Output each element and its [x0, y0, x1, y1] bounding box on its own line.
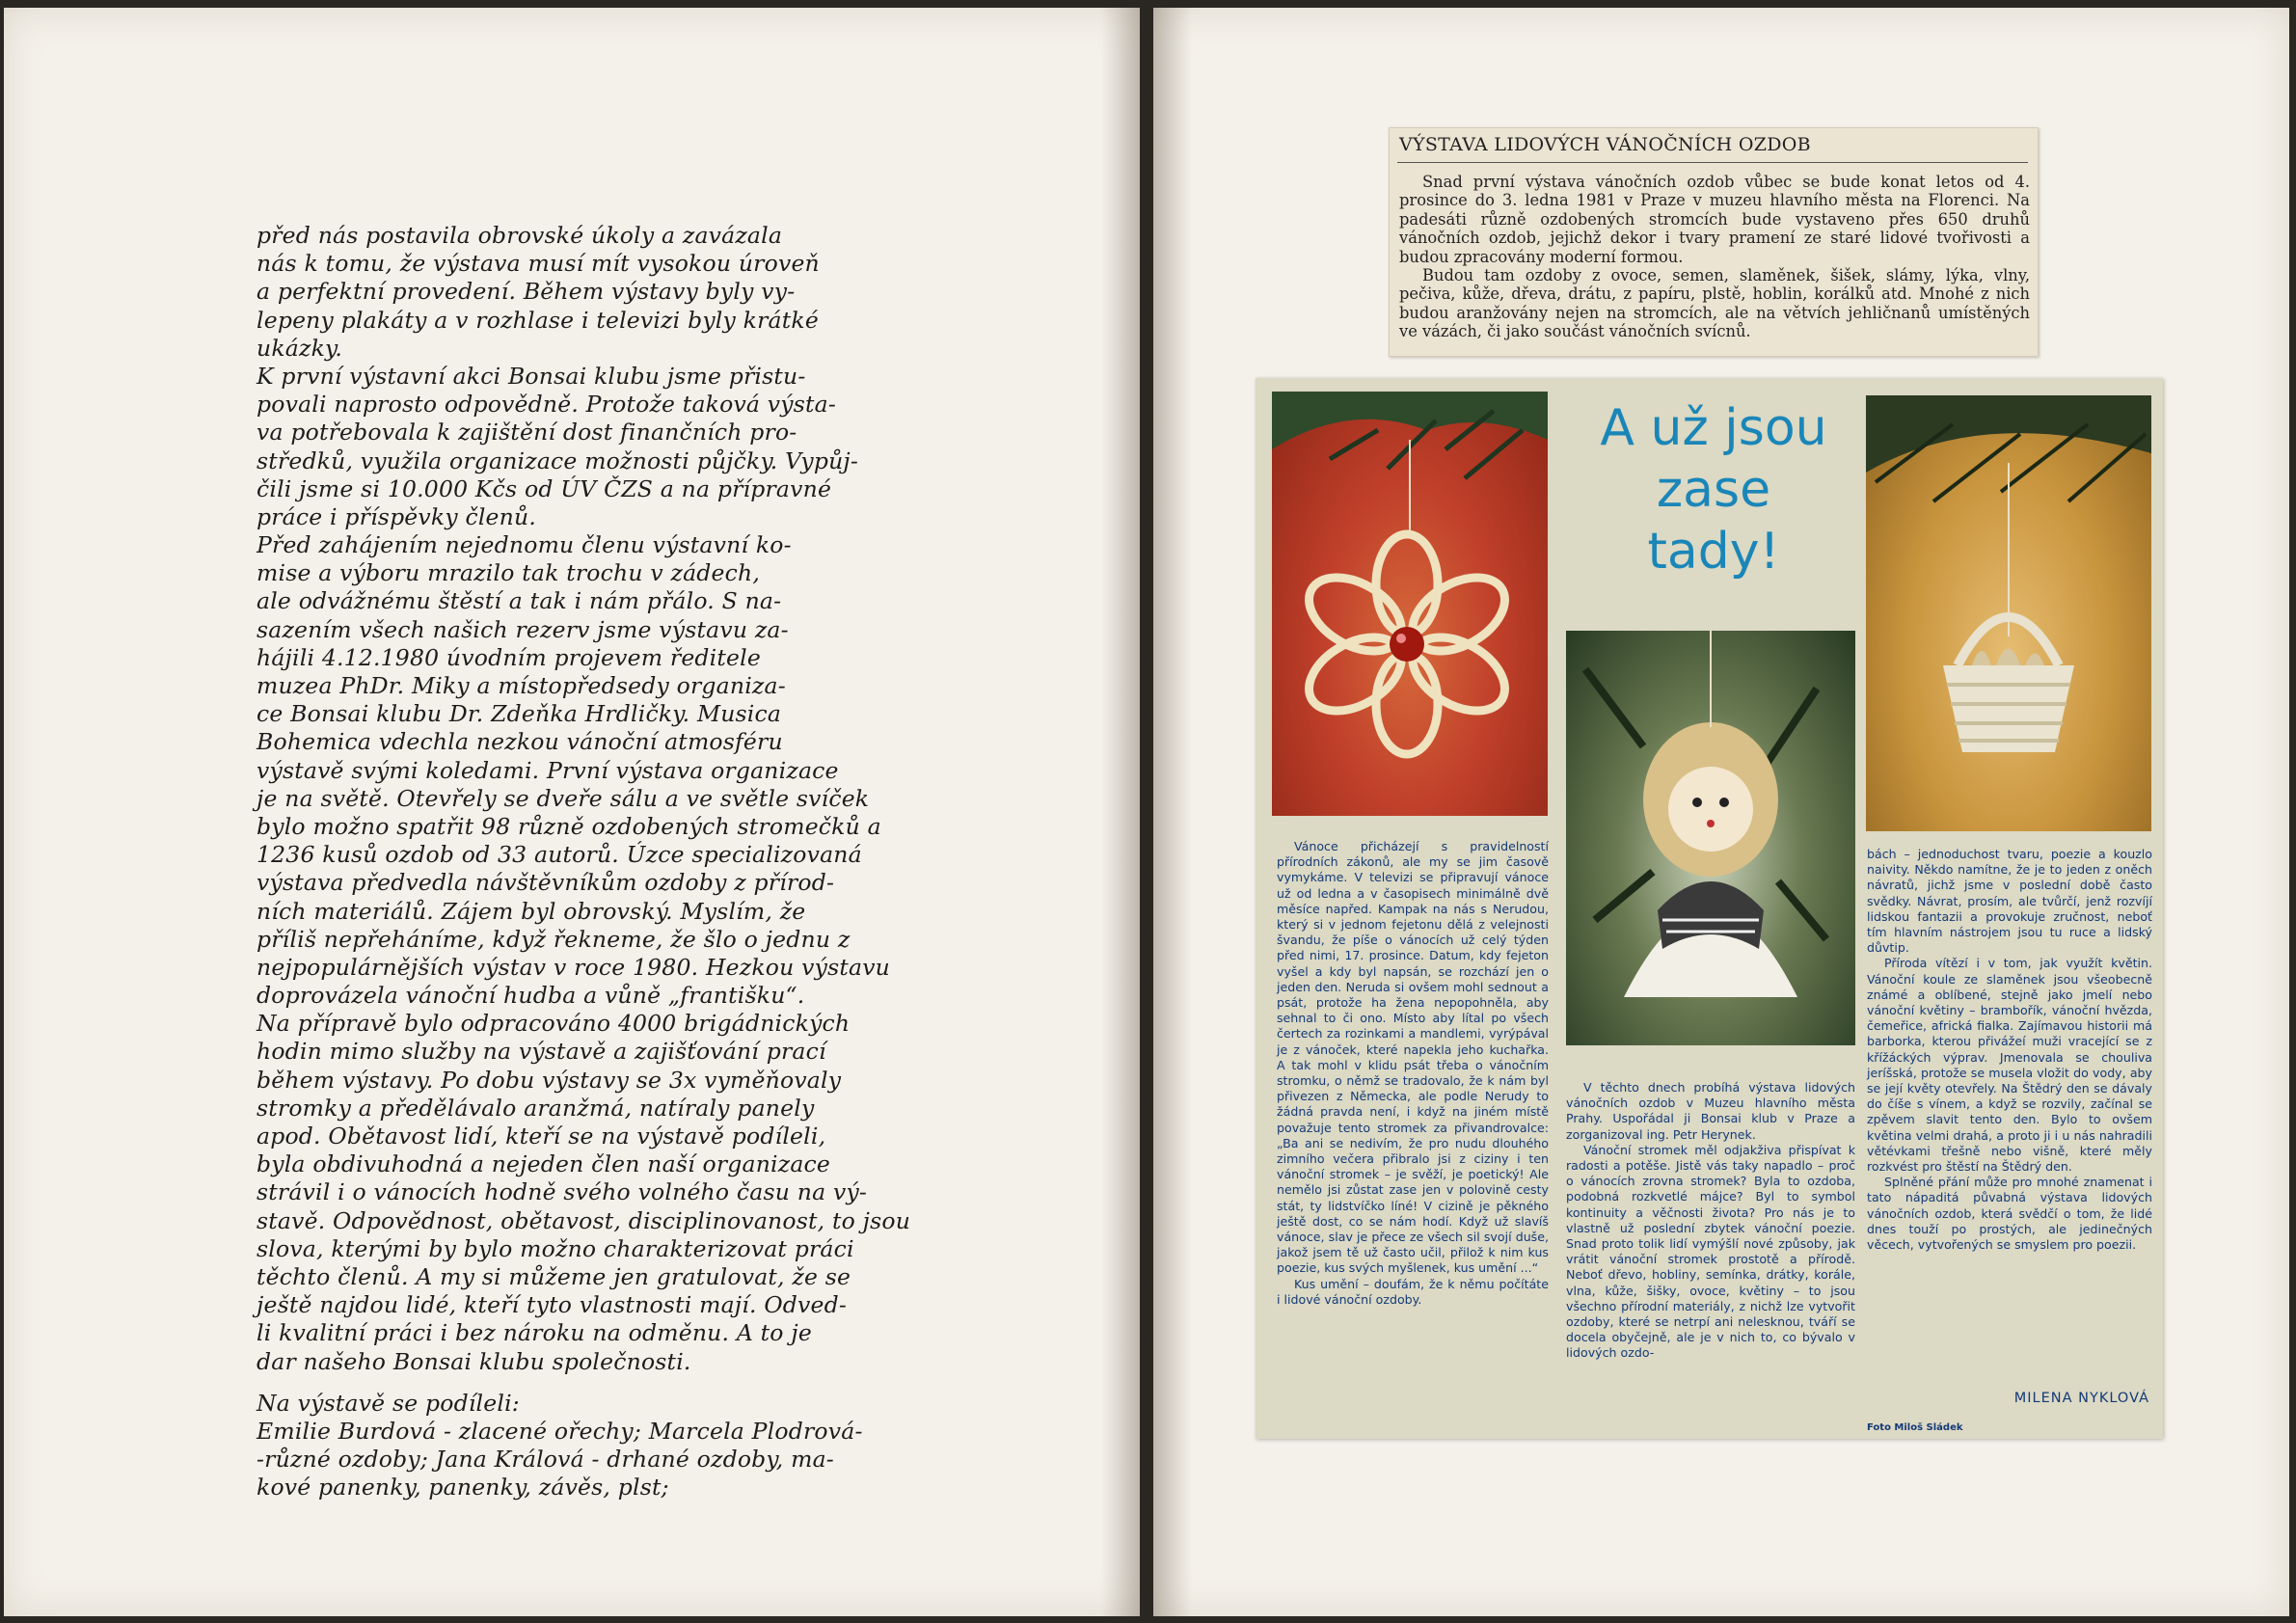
clipping-title: VÝSTAVA LIDOVÝCH VÁNOČNÍCH OZDOB	[1399, 134, 1811, 155]
handwritten-line: výstava předvedla návštěvníkům ozdoby z přírod-	[257, 869, 835, 897]
handwritten-line: bylo možno spatřit 98 různě ozdobených stromečků a	[257, 812, 881, 840]
article-paragraph: bách – jednoduchost tvaru, poezie a kouzlo naivity. Někdo namítne, že je to jeden z oněch návratů, jichž jsme v poslední době často svědky. Návrat, prosím, ale tvůrčí, jenž rozvíjí lidskou fantazii a provokuje zručnost, neboť tím hlavním nástrojem jsou tu ruce a lidský důvtip.	[1867, 847, 2152, 956]
handwritten-line: příliš nepřeháníme, když řekneme, že šlo o jednu z	[257, 925, 851, 953]
handwritten-line: těchto členů. A my si můžeme jen gratulovat, že se	[257, 1262, 851, 1290]
handwritten-line: čili jsme si 10.000 Kčs od ÚV ČZS a na přípravné	[257, 474, 832, 502]
handwritten-line: K první výstavní akci Bonsai klubu jsme přistu-	[257, 362, 806, 390]
handwritten-line: Před zahájením nejednomu členu výstavní ko-	[257, 531, 792, 559]
handwritten-line: va potřebovala k zajištění dost finančních pro-	[257, 419, 797, 446]
clipping-paragraph: Budou tam ozdoby z ovoce, semen, slaměnek, šišek, slámy, lýka, vlny, pečiva, kůže, dřeva, drátu, z papíru, plstě, hoblin, korálků atd. Mnohé z nich budou aranžovány nejen na stromcích, ale na větvích jehličnanů umístěných ve vázách, či jako součást vánočních svícnů.	[1399, 266, 2030, 341]
doll-ornament-photo	[1566, 631, 1855, 1045]
handwritten-line: výstavě svými koledami. První výstava organizace	[257, 756, 839, 784]
handwritten-line: mise a výboru mrazilo tak trochu v zádech,	[257, 559, 761, 587]
newspaper-clipping-announcement	[1389, 127, 2039, 357]
handwritten-line: hodin mimo služby na výstavě a zajišťování prací	[257, 1038, 826, 1066]
magazine-clipping-article	[1256, 378, 2163, 1439]
article-paragraph: Vánoční stromek měl odjakživa přispívat k radosti a potěše. Jistě vás taky napadlo – proč o vánocích zrovna stromek? Byla to ozdoba, podobná rozkvetlé májce? Byl to symbol kontinuity a věčnosti života? Pro nás je to vlastně už poslední zbytek vánoční poezie. Snad proto tolik lidí vymýšlí nové způsoby, jak vrátit vánoční stromek prostotě a přírodě. Neboť dřevo, hobliny, semínka, drátky, korále, vlna, kůže, šišky, ovoce, květiny – to jsou všechno přírodní materiály, z nichž lze vytvořit ozdoby, které se netrpí ani nelesknou, tváří se docela obyčejně, ale je v nich to, co bývalo v lidových ozdo-	[1566, 1142, 1855, 1361]
handwritten-line: stromky a předělávalo aranžmá, natíraly panely	[257, 1094, 815, 1122]
handwritten-line: muzea PhDr. Miky a místopředsedy organiza-	[257, 672, 786, 699]
handwritten-line: během výstavy. Po dobu výstavy se 3x vyměňovaly	[257, 1066, 842, 1094]
article-paragraph: Vánoce přicházejí s pravidelností přírodních zákonů, ale my se jim časově vymykáme. V televizi se připravují vánoce už od ledna a v časopisech minimálně dvě měsíce napřed. Kampak na nás s Nerudou, který si v jednom fejetonu dělá z velejnosti švandu, že píše o vánocích už celý týden před nimi, 17. prosince. Datum, kdy fejeton vyšel a kdy byl napsán, se rozchází jen o jeden den. Neruda si ovšem mohl sednout a psát, protože ha žena nepopohněla, aby sehnal to či ono. Místo aby lítal po všech čertech za rozinkami a mandlemi, vyrýpával je z vánoček, které napekla jeho kuchařka. A tak mohl v klidu psát třeba o vánočním stromku, o němž se tradovalo, že k nám byl přivezen z Německa, ale podle Nerudy to žádná pravda není, i když na jiném místě považuje tento stromek za přivandrovalce: „Ba ani se nedivím, že pro nudu dlouhého zimního večera přibralo jsi z ciziny i ten vánoční stromek – je svěží, je poetický! Ale nemělo jsi zůstat zase jen v polovině cesty stát, ty lidstvíčko líné! V cizině je pěkného ještě dost, co se nám hodí. Když už slavíš vánoce, slav je přece ze všech sil svojí duše, jakož jsem tě už často učil, přilož k nim kus poezie, kus svých myšlenek, kus umění ...“	[1277, 839, 1549, 1276]
handwritten-text	[257, 222, 1105, 1501]
article-column-1	[1277, 839, 1549, 1308]
handwritten-line: slova, kterými by bylo možno charakterizovat práci	[257, 1234, 854, 1262]
left-page	[4, 8, 1140, 1616]
author-signature: MILENA NYKLOVÁ	[2013, 1391, 2149, 1406]
article-headline	[1574, 397, 1853, 582]
handwritten-line: apod. Obětavost lidí, kteří se na výstavě podíleli,	[257, 1123, 826, 1150]
gutter-shadow	[1153, 8, 1192, 1616]
handwritten-list-line: -různé ozdoby; Jana Králová - drhané ozdoby, ma-	[257, 1446, 834, 1474]
article-column-2	[1566, 1080, 1855, 1362]
straw-star-illustration	[1272, 392, 1548, 816]
article-paragraph: V těchto dnech probíhá výstava lidových vánočních ozdob v Muzeu hlavního města Prahy. Uspořádal ji Bonsai klub v Praze a zorganizoval ing. Petr Herynek.	[1566, 1080, 1855, 1142]
headline-line: tady!	[1647, 523, 1780, 581]
handwritten-line: strávil i o vánocích hodně svého volného času na vý-	[257, 1178, 868, 1206]
straw-basket-ornament-photo	[1866, 395, 2151, 831]
handwritten-line: ukázky.	[257, 334, 343, 362]
handwritten-line: ještě najdou lidé, kteří tyto vlastnosti mají. Odved-	[257, 1291, 848, 1319]
handwritten-line: před nás postavila obrovské úkoly a zavázala	[257, 222, 783, 249]
handwritten-line: středků, využila organizace možnosti půjčky. Vypůj-	[257, 446, 859, 474]
handwritten-line: ních materiálů. Zájem byl obrovský. Myslím, že	[257, 897, 806, 925]
handwritten-line: stavě. Odpovědnost, obětavost, disciplinovanost, to jsou	[257, 1206, 911, 1234]
handwritten-line: doprovázela vánoční hudba a vůně „františku“.	[257, 982, 805, 1010]
handwritten-line: Na přípravě bylo odpracováno 4000 brigádnických	[257, 1010, 851, 1038]
headline-line: zase	[1656, 461, 1771, 519]
gutter-shadow	[1101, 8, 1140, 1616]
handwritten-line: hájili 4.12.1980 úvodním projevem ředitele	[257, 643, 761, 671]
article-paragraph: Příroda vítězí i v tom, jak využít květin. Vánoční koule ze slaměnek jsou všeobecně známé a oblíbené, stejně jako jmelí nebo vánoční květiny – brambořík, vánoční hvězda, čemeřice, africká fialka. Zajímavou historii má barborka, kterou přivážeí muži vracející se z křížáckých výprav. Jmenovala se chouliva jeríšská, protože se musela vložit do vody, aby se její květy otevřely. Na Štědrý den se dávaly do číše s vínem, a když se rozvily, začínal se zpěvem slavit tento den. Bylo to ovšem květina velmi drahá, a proto ji i u nás nahradili větévkami třešně nebo višně, které měly rozkvést pro štěstí na Štědrý den.	[1867, 956, 2152, 1175]
clipping-body	[1399, 173, 2030, 341]
doll-illustration	[1566, 631, 1855, 1045]
paragraph-gap	[257, 1376, 1105, 1390]
article-paragraph: Kus umění – doufám, že k němu počítáte i lidové vánoční ozdoby.	[1277, 1276, 1549, 1307]
straw-star-ornament-photo	[1272, 392, 1548, 816]
headline-line: A už jsou	[1600, 399, 1827, 457]
handwritten-line: povali naprosto odpovědně. Protože taková výsta-	[257, 391, 837, 419]
photo-credit: Foto Miloš Sládek	[1867, 1422, 1963, 1433]
handwritten-line: 1236 kusů ozdob od 33 autorů. Úzce specializovaná	[257, 841, 862, 869]
handwritten-line: ale odvážnému štěstí a tak i nám přálo. S na-	[257, 587, 782, 615]
handwritten-line: je na světě. Otevřely se dveře sálu a ve světle svíček	[257, 784, 870, 812]
handwritten-list-line: Na výstavě se podíleli:	[257, 1389, 520, 1417]
handwritten-line: nejpopulárnějších výstav v roce 1980. Hezkou výstavu	[257, 953, 891, 981]
handwritten-line: a perfektní provedení. Během výstavy byly vy-	[257, 278, 796, 306]
handwritten-line: práce i příspěvky členů.	[257, 502, 537, 530]
title-rule	[1397, 162, 2028, 163]
handwritten-line: Bohemica vdechla nezkou vánoční atmosféru	[257, 728, 783, 756]
handwritten-list-line: Emilie Burdová - zlacené ořechy; Marcela Plodrová-	[257, 1417, 863, 1445]
handwritten-line: byla obdivuhodná a nejeden člen naší organizace	[257, 1150, 831, 1178]
handwritten-line: sazením všech našich rezerv jsme výstavu za-	[257, 615, 789, 643]
handwritten-line: ce Bonsai klubu Dr. Zdeňka Hrdličky. Musica	[257, 700, 782, 728]
handwritten-line: lepeny plakáty a v rozhlase i televizi byly krátké	[257, 306, 819, 334]
article-paragraph: Splněné přání může pro mnohé znamenat i tato nápaditá půvabná výstava lidových vánočních ozdob, která svědčí o tom, že lidé dnes touží po prostých, ale jedinečných věcech, vytvořených se smyslem pro poezii.	[1867, 1175, 2152, 1253]
basket-illustration	[1866, 395, 2151, 831]
handwritten-line: li kvalitní práci i bez nároku na odměnu. A to je	[257, 1319, 812, 1347]
handwritten-line: dar našeho Bonsai klubu společnosti.	[257, 1347, 691, 1375]
article-column-3	[1867, 847, 2152, 1253]
handwritten-line: nás k tomu, že výstava musí mít vysokou úroveň	[257, 250, 820, 278]
clipping-paragraph: Snad první výstava vánočních ozdob vůbec se bude konat letos od 4. prosince do 3. ledna 1981 v Praze v muzeu hlavního města na Florenci. Na padesáti různě ozdobených stromcích bude vystaveno přes 650 druhů vánočních ozdob, jejichž dekor i tvary pramení ze staré lidové tvořivosti a budou zpracovány moderní formou.	[1399, 173, 2030, 266]
handwritten-list-line: kové panenky, panenky, závěs, plst;	[257, 1474, 669, 1501]
